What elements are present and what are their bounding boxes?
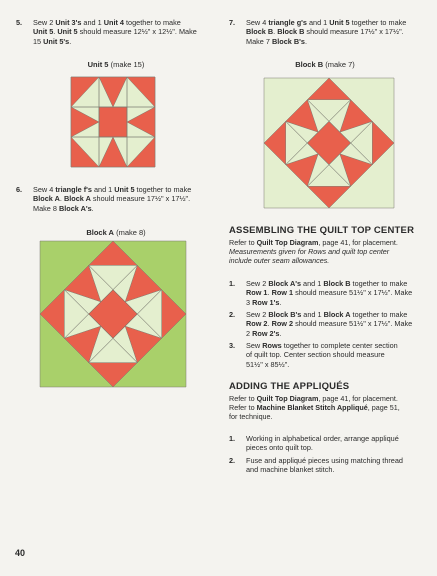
caption-unit-5: Unit 5 (make 15) bbox=[87, 60, 145, 69]
block-a-diagram bbox=[39, 240, 187, 388]
step-text: Sew 4 triangle f's and 1 Unit 5 together to make Block A. Block A should measure 17½" x 17½". Make 8 Block A's. bbox=[33, 185, 192, 213]
step-number: 1. bbox=[229, 434, 236, 443]
block-b-figure bbox=[264, 78, 394, 208]
step-text: Sew Rows together to complete center section of quilt top. Center section should measure 51½" x 85½". bbox=[246, 341, 398, 369]
step-number: 3. bbox=[229, 341, 236, 350]
block-a-figure bbox=[40, 241, 186, 387]
applique-intro: Refer to Quilt Top Diagram, page 41, for placement. Refer to Machine Blanket Stitch Appliqué, page 51, for technique. bbox=[229, 394, 400, 422]
step-text: Sew 2 Unit 3's and 1 Unit 4 together to make Unit 5. Unit 5 should measure 12½" x 12½". Make 15 Unit 5's. bbox=[33, 18, 197, 46]
step-text: Sew 4 triangle g's and 1 Unit 5 together to make Block B. Block B should measure 17½" x 17½". Make 7 Block B's. bbox=[246, 18, 407, 46]
page-number: 40 bbox=[15, 548, 26, 558]
step-text: Sew 2 Block A's and 1 Block B together to make Row 1. Row 1 should measure 51½" x 17½". Make 3 Row 1's. bbox=[246, 279, 413, 307]
step-number: 1. bbox=[229, 279, 236, 288]
block-b-diagram bbox=[263, 77, 395, 209]
step-text: Fuse and appliqué pieces using matching thread and machine blanket stitch. bbox=[246, 456, 403, 475]
caption-block-b: Block B (make 7) bbox=[295, 60, 355, 69]
center-square bbox=[99, 107, 127, 137]
unit-5-figure bbox=[71, 77, 155, 167]
step-number: 2. bbox=[229, 310, 236, 319]
step-text: Working in alphabetical order, arrange appliqué pieces onto quilt top. bbox=[246, 434, 399, 453]
step-number: 6. bbox=[16, 185, 23, 194]
step-number: 7. bbox=[229, 18, 236, 27]
step-number: 2. bbox=[229, 456, 236, 465]
unit-5-diagram bbox=[70, 76, 156, 168]
step-text: Sew 2 Block B's and 1 Block A together to make Row 2. Row 2 should measure 51½" x 17½". Make 2 Row 2's. bbox=[246, 310, 413, 338]
caption-block-a: Block A (make 8) bbox=[86, 228, 146, 237]
section-heading-assembling: ASSEMBLING THE QUILT TOP CENTER bbox=[229, 225, 415, 236]
assembling-intro: Refer to Quilt Top Diagram, page 41, for placement. Measurements given for Rows and quilt top center include outer seam allowances. bbox=[229, 238, 398, 266]
step-number: 5. bbox=[16, 18, 23, 27]
section-heading-appliques: ADDING THE APPLIQUÉS bbox=[229, 381, 350, 392]
